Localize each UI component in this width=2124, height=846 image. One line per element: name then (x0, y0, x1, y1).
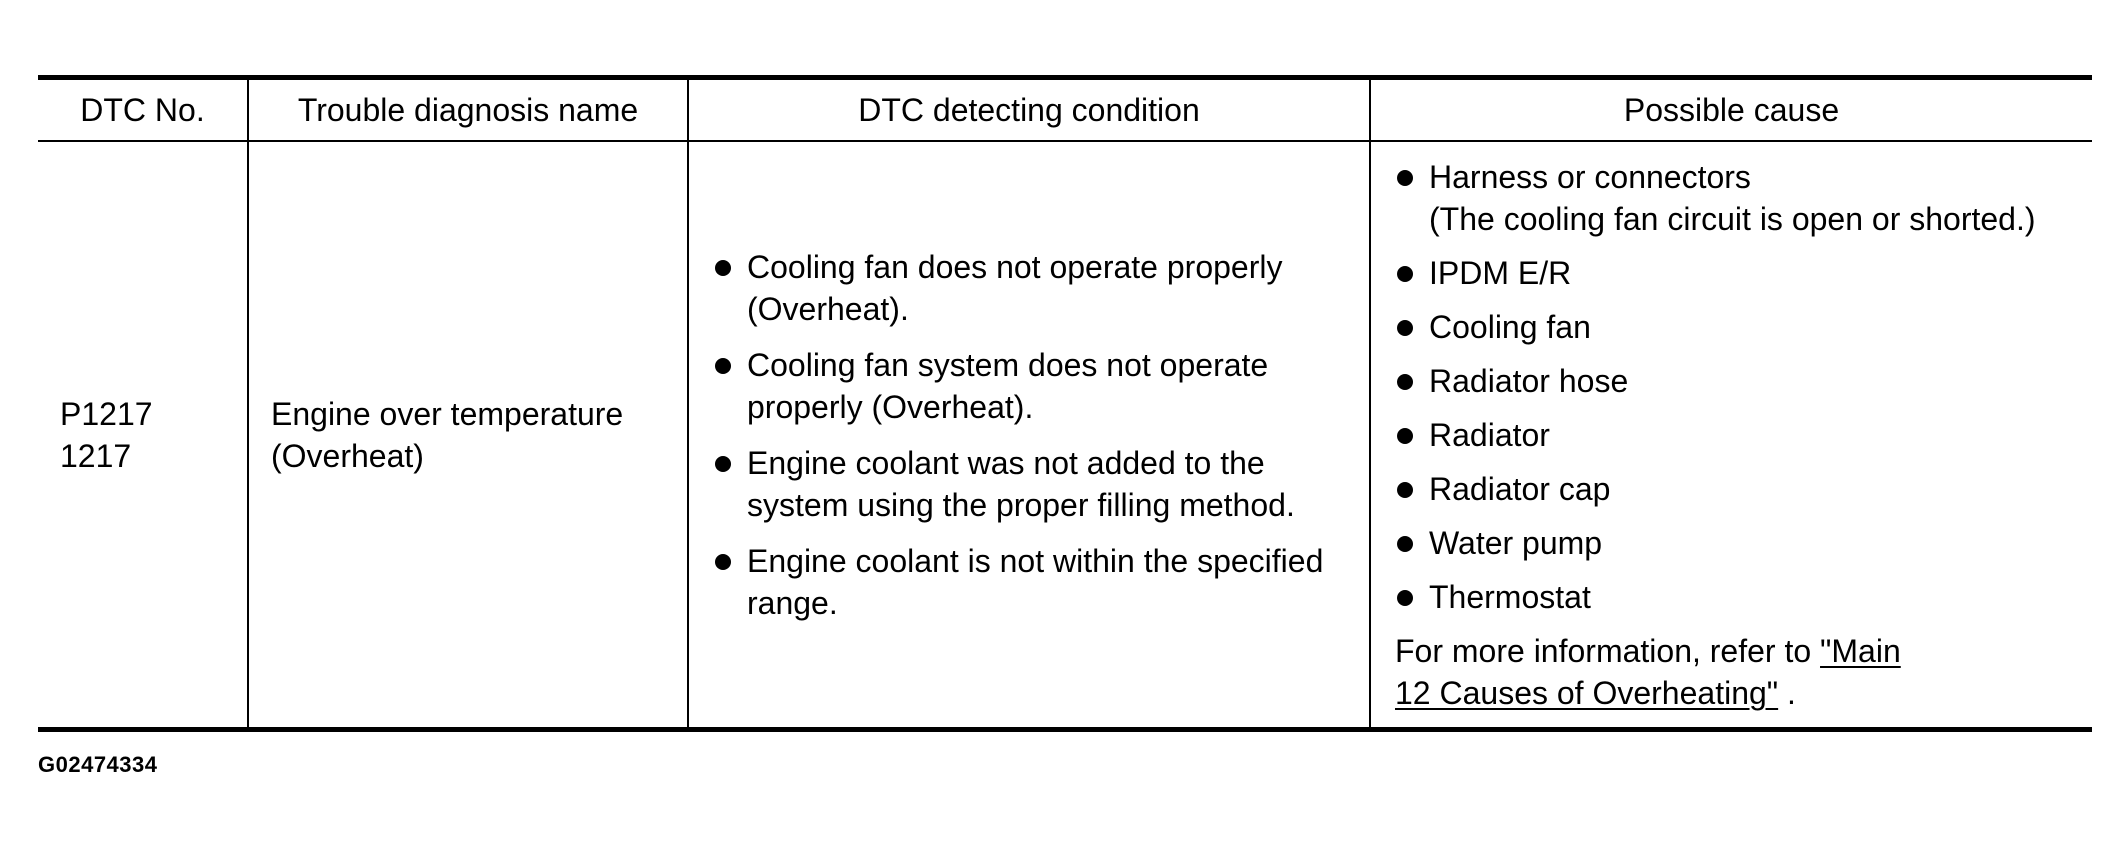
table-row (38, 141, 2092, 730)
condition-text: properly (Overheat). (747, 388, 1034, 425)
header-dtc-no: DTC No. (38, 78, 248, 142)
condition-item (713, 344, 1359, 428)
overheating-causes-link[interactable]: "Main (1820, 632, 1901, 669)
header-dtc-detecting-condition: DTC detecting condition (688, 78, 1370, 142)
cause-item (1395, 576, 2088, 618)
more-information-line (1395, 672, 2088, 714)
condition-text: (Overheat). (747, 290, 909, 327)
cause-text: IPDM E/R (1429, 254, 1572, 291)
diagnosis-name-cell (248, 141, 688, 730)
cause-item (1395, 252, 2088, 294)
dtc-number-cell (38, 141, 248, 730)
condition-text: range. (747, 584, 838, 621)
condition-item (713, 246, 1359, 330)
cause-text: Cooling fan (1429, 308, 1591, 345)
diagnosis-name-line: Engine over temperature (271, 395, 624, 432)
condition-text: Engine coolant is not within the specified (747, 542, 1324, 579)
cause-item (1395, 306, 2088, 348)
diagnosis-name-line: (Overheat) (271, 437, 424, 474)
cause-item (1395, 414, 2088, 456)
cause-text: Radiator hose (1429, 362, 1629, 399)
dtc-table (38, 75, 2092, 732)
header-possible-cause: Possible cause (1370, 78, 2092, 142)
more-information-line (1395, 630, 2088, 672)
possible-cause-cell (1370, 141, 2092, 730)
table-header-row (38, 78, 2092, 142)
figure-id: G02474334 (38, 752, 158, 777)
more-information-suffix: . (1778, 674, 1796, 711)
dtc-code-alt: 1217 (60, 437, 132, 474)
condition-text: Cooling fan does not operate properly (747, 248, 1283, 285)
cause-list (1395, 156, 2088, 618)
cause-text: Water pump (1429, 524, 1603, 561)
cause-text: Radiator (1429, 416, 1550, 453)
cause-item (1395, 522, 2088, 564)
cause-item (1395, 468, 2088, 510)
condition-text: system using the proper filling method. (747, 486, 1295, 523)
cause-text: Harness or connectors (1429, 158, 1751, 195)
cause-text: Thermostat (1429, 578, 1591, 615)
more-information-prefix: For more information, refer to (1395, 632, 1821, 669)
cause-text: Radiator cap (1429, 470, 1611, 507)
header-trouble-diagnosis-name: Trouble diagnosis name (248, 78, 688, 142)
detecting-condition-cell (688, 141, 1370, 730)
condition-item (713, 442, 1359, 526)
dtc-code: P1217 (60, 395, 153, 432)
cause-item (1395, 156, 2088, 240)
condition-text: Cooling fan system does not operate (747, 346, 1269, 383)
more-information-note (1395, 630, 2088, 714)
cause-text: (The cooling fan circuit is open or shorted.) (1429, 200, 2036, 237)
condition-text: Engine coolant was not added to the (747, 444, 1265, 481)
condition-item (713, 540, 1359, 624)
cause-item (1395, 360, 2088, 402)
overheating-causes-link-continued[interactable]: 12 Causes of Overheating" (1395, 674, 1779, 711)
condition-list (713, 246, 1359, 624)
